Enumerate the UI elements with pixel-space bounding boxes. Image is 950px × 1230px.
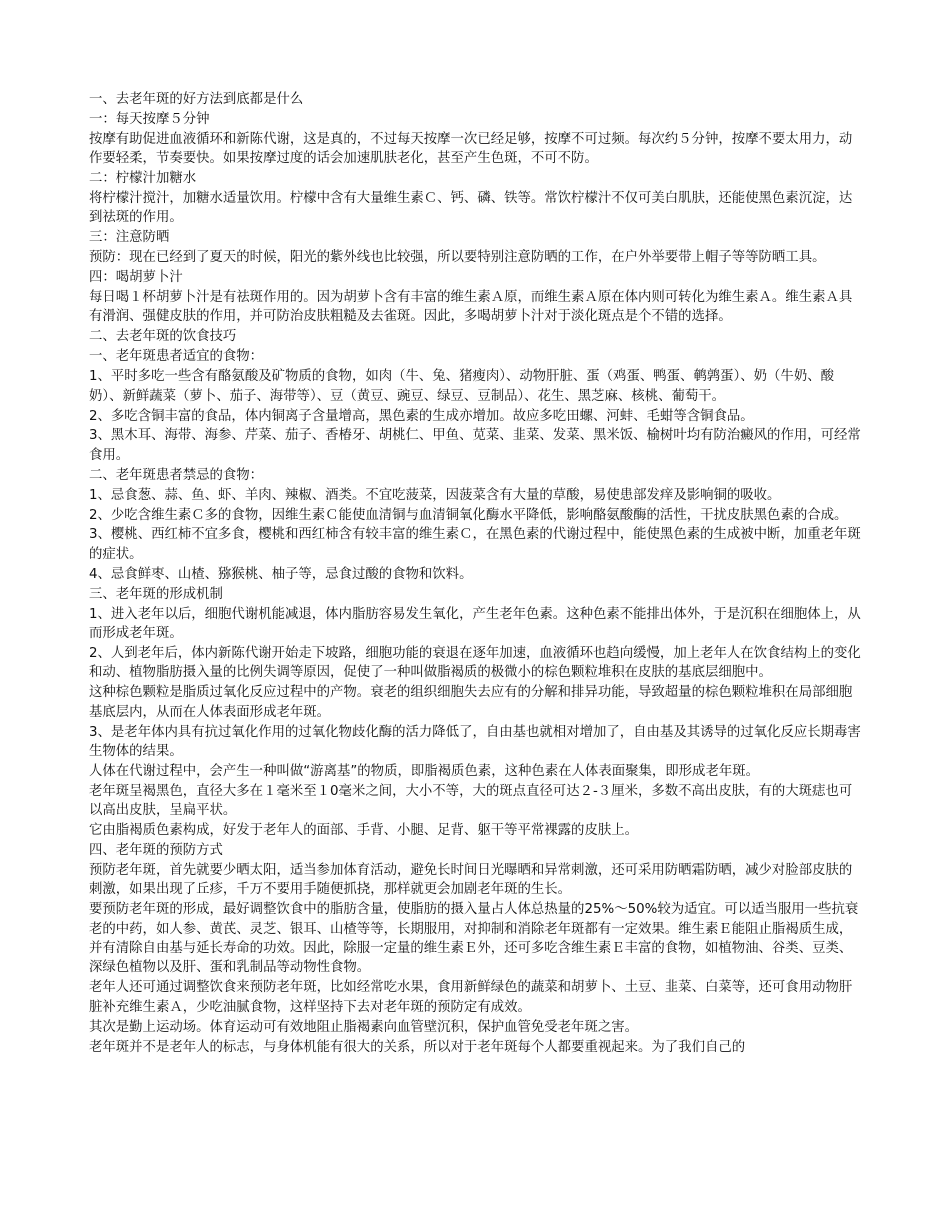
paragraph-mechanism-1: 1、进入老年以后，细胞代谢机能减退，体内脂肪容易发生氧化，产生老年色素。这种色素不能排出体外，于是沉积在细胞体上，从而形成老年斑。 (89, 606, 861, 641)
paragraph-suitable-1: 1、平时多吃一些含有酪氨酸及矿物质的食物，如肉（牛、兔、猪瘦肉）、动物肝脏、蛋（鸡蛋、鸭蛋、鹌鹑蛋）、奶（牛奶、酸奶）、新鲜蔬菜（萝卜、茄子、海带等）、豆（黄豆、豌豆、绿豆、豆制品）、花生、黑芝麻、核桃、葡萄干。 (89, 369, 834, 404)
paragraph-prevention-1: 预防老年斑，首先就要少晒太阳，适当参加体育活动，避免长时间日光曝晒和异常刺激，还可采用防晒霜防晒，减少对脸部皮肤的刺激，如果出现了丘疹，千万不要用手随便抓挠，那样就更会加剧老年斑的生长。 (89, 862, 853, 898)
paragraph-mechanism-3: 3、是老年体内具有抗过氧化作用的过氧化物歧化酶的活力降低了，自由基也就相对增加了，自由基及其诱导的过氧化反应长期毒害生物体的结果。 (89, 724, 861, 759)
paragraph-conclusion: 老年斑并不是老年人的标志，与身体机能有很大的关系，所以对于老年斑每个人都要重视起来。为了我们自己的 (89, 1039, 746, 1055)
paragraph-forbidden-3: 3、樱桃、西红柿不宜多食，樱桃和西红柿含有较丰富的维生素Ｃ，在黑色素的代谢过程中，能使黑色素的生成被中断，加重老年斑的症状。 (89, 527, 861, 562)
heading-section-4: 四、老年斑的预防方式 (89, 842, 223, 858)
heading-section-2: 二、去老年斑的饮食技巧 (89, 329, 237, 345)
paragraph-forbidden-2: 2、少吃含维生素Ｃ多的食物，因维生素Ｃ能使血清铜与血清铜氧化酶水平降低，影响酪氨酸酶的活性，干扰皮肤黑色素的合成。 (89, 507, 848, 523)
subheading-sunscreen: 三：注意防晒 (89, 230, 170, 246)
paragraph-location: 它由脂褐质色素构成，好发于老年人的面部、手背、小腿、足背、躯干等平常裸露的皮肤上。 (89, 823, 639, 839)
paragraph-appearance: 老年斑呈褐黑色，直径大多在１毫米至１0毫米之间，大小不等，大的斑点直径可达２-３厘米，多数不高出皮肤，有的大斑痣也可以高出皮肤，呈扁平状。 (89, 783, 853, 819)
paragraph-prevention-4: 其次是勤上运动场。体育运动可有效地阻止脂褐素向血管壁沉积，保护血管免受老年斑之害。 (89, 1019, 639, 1035)
subheading-massage: 一：每天按摩５分钟 (89, 111, 210, 127)
paragraph-mechanism-2b: 这种棕色颗粒是脂质过氧化反应过程中的产物。衰老的组织细胞失去应有的分解和排异功能，导致超量的棕色颗粒堆积在局部细胞基底层内，从而在人体表面形成老年斑。 (89, 685, 853, 720)
paragraph-lemon: 将柠檬汁搅汁，加糖水适量饮用。柠檬中含有大量维生素Ｃ、钙、磷、铁等。常饮柠檬汁不仅可美白肌肤，还能使黑色素沉淀，达到祛斑的作用。 (89, 191, 853, 226)
paragraph-massage: 按摩有助促进血液循环和新陈代谢，这是真的，不过每天按摩一次已经足够，按摩不可过频。每次约５分钟，按摩不要太用力，动作要轻柔，节奏要快。如果按摩过度的话会加速肌肤老化，甚至产生色斑，不可不防。 (89, 131, 853, 167)
paragraph-suitable-3: 3、黑木耳、海带、海参、芹菜、茄子、香椿牙、胡桃仁、甲鱼、苋菜、韭菜、发菜、黑米饭、榆树叶均有防治癜风的作用，可经常食用。 (89, 428, 861, 463)
paragraph-prevention-2: 要预防老年斑的形成，最好调整饮食中的脂肪含量，使脂肪的摄入量占人体总热量的25%～50%较为适宜。可以适当服用一些抗衰老的中药，如人参、黄芪、灵芝、银耳、山楂等等，长期服用，对抑制和消除老年斑都有一定效果。维生素Ｅ能阻止脂褐质生成，并有清除自由基与延长寿命的功效。因此，除服一定量的维生素Ｅ外，还可多吃含维生素Ｅ丰富的食物，如植物油、谷类、豆类、深绿色植物以及肝、蛋和乳制品等动物性食物。 (89, 902, 859, 976)
document-body (89, 90, 864, 1057)
paragraph-carrot: 每日喝１杯胡萝卜汁是有祛斑作用的。因为胡萝卜含有丰富的维生素Ａ原，而维生素Ａ原在体内则可转化为维生素Ａ。维生素Ａ具有滑润、强健皮肤的作用，并可防治皮肤粗糙及去雀斑。因此，多喝胡萝卜汁对于淡化斑点是个不错的选择。 (89, 290, 853, 325)
subheading-lemon: 二：柠檬汁加糖水 (89, 171, 197, 187)
paragraph-forbidden-4: 4、忌食鲜枣、山楂、猕猴桃、柚子等，忌食过酸的食物和饮料。 (89, 566, 473, 582)
subheading-forbidden-food: 二、老年斑患者禁忌的食物： (89, 467, 264, 483)
heading-section-3: 三、老年斑的形成机制 (89, 586, 223, 602)
subheading-suitable-food: 一、老年斑患者适宜的食物： (89, 349, 264, 365)
subheading-carrot: 四：喝胡萝卜汁 (89, 270, 183, 286)
paragraph-free-radical: 人体在代谢过程中，会产生一种叫做“游离基”的物质，即脂褐质色素，这种色素在人体表面聚集，即形成老年斑。 (89, 763, 760, 779)
paragraph-suitable-2: 2、多吃含铜丰富的食品，体内铜离子含量增高，黑色素的生成亦增加。故应多吃田螺、河蚌、毛蚶等含铜食品。 (89, 408, 754, 424)
paragraph-sunscreen: 预防：现在已经到了夏天的时候，阳光的紫外线也比较强，所以要特别注意防晒的工作，在户外举要带上帽子等等防晒工具。 (89, 250, 826, 266)
heading-section-1: 一、去老年斑的好方法到底都是什么 (89, 92, 304, 107)
paragraph-forbidden-1: 1、忌食葱、蒜、鱼、虾、羊肉、辣椒、酒类。不宜吃菠菜，因菠菜含有大量的草酸，易使患部发痒及影响铜的吸收。 (89, 487, 781, 503)
paragraph-mechanism-2: 2、人到老年后，体内新陈代谢开始走下坡路，细胞功能的衰退在逐年加速，血液循环也趋向缓慢，加上老年人在饮食结构上的变化和动、植物脂肪摄入量的比例失调等原因，促使了一种叫做脂褐质的极微小的棕色颗粒堆积在皮肤的基底层细胞中。 (89, 645, 861, 681)
paragraph-prevention-3: 老年人还可通过调整饮食来预防老年斑，比如经常吃水果，食用新鲜绿色的蔬菜和胡萝卜、土豆、韭菜、白菜等，还可食用动物肝脏补充维生素Ａ，少吃油腻食物，这样坚持下去对老年斑的预防定有成效。 (89, 980, 853, 1015)
